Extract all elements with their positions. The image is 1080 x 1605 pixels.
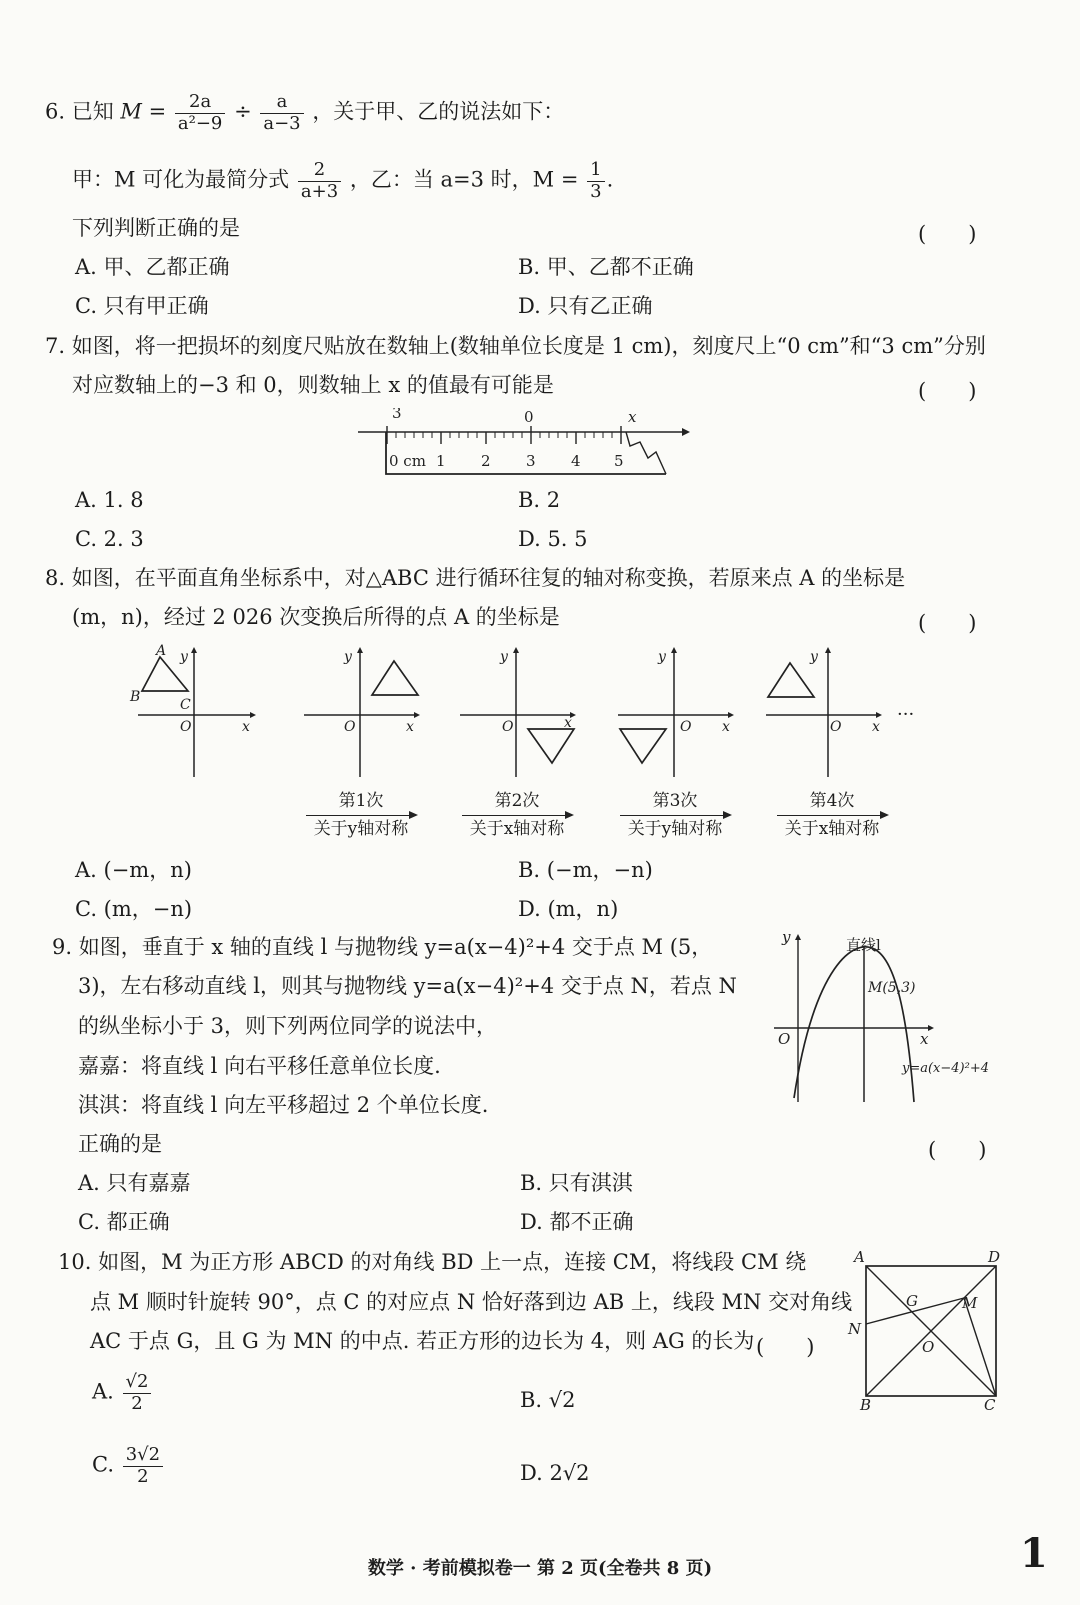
q6-jia-fraction: $\frac{2}{a+3}$ (298, 160, 341, 202)
q8-x-label: x (242, 719, 250, 735)
q8-p3-x: x (722, 719, 730, 735)
q8-p2-x: x (564, 715, 572, 731)
q8-step-1-top: 第1次 (338, 791, 384, 811)
q8-step-2-top: 第2次 (494, 791, 540, 811)
page-footer: 数学 · 考前模拟卷一 第 2 页(全卷共 8 页) (367, 1558, 713, 1579)
arrow-right-icon (306, 815, 416, 816)
q10-stem-line1 (58, 1252, 806, 1273)
q8-option-b[interactable]: B. (−m，−n) (518, 858, 653, 882)
q10-label-o: O (922, 1338, 935, 1356)
q7-option-d[interactable]: D. 5. 5 (518, 527, 588, 551)
q7-option-c[interactable]: C. 2. 3 (75, 527, 144, 551)
q8-option-d[interactable]: D. (m，n) (518, 897, 619, 921)
q8-p4-origin: O (830, 719, 842, 735)
q10-square-figure (842, 1244, 1012, 1416)
arrow-right-icon (462, 815, 572, 816)
q8-step-4 (777, 790, 887, 841)
q8-step-3 (620, 790, 730, 841)
q8-p2-origin: O (502, 719, 514, 735)
q9-fig-m-label: M(5,3) (868, 980, 916, 996)
q6-option-b[interactable]: B. 甲、乙都不正确 (518, 255, 694, 279)
q9-option-b[interactable]: B. 只有淇淇 (520, 1171, 633, 1195)
q10-answer-paren[interactable]: ( ) (756, 1335, 815, 1359)
q10-label-b: B (860, 1396, 872, 1414)
q9-qiqi: 淇淇：将直线 l 向左平移超过 2 个单位长度. (78, 1093, 489, 1117)
q7-axis-label-0: 0 (524, 408, 534, 426)
q9-option-a[interactable]: A. 只有嘉嘉 (78, 1171, 191, 1195)
q8-p4-x: x (872, 719, 880, 735)
q7-ruler-label-3: 3 (526, 452, 536, 470)
q6-option-d[interactable]: D. 只有乙正确 (518, 294, 653, 318)
q8-ellipsis: ··· (897, 704, 915, 725)
q8-line1: 如图，在平面直角坐标系中，对△ABC 进行循环往复的轴对称变换，若原来点 A 的坐标是 (71, 566, 906, 590)
q10-option-a-fraction: $\frac{√2}{2}$ (123, 1372, 152, 1414)
q10-label-g: G (906, 1292, 918, 1310)
q8-p1-origin: O (344, 719, 356, 735)
q7-ruler-label-5: 5 (614, 452, 624, 470)
page-corner-mark: 1 (1020, 1530, 1048, 1577)
q8-point-a: A (156, 643, 167, 659)
q6-divide: ÷ (234, 99, 252, 124)
q7-ruler-figure (356, 408, 691, 480)
q8-step-4-bottom: 关于x轴对称 (784, 818, 880, 839)
q9-fig-y: y (782, 928, 791, 946)
q8-step-4-top: 第4次 (809, 791, 855, 811)
q10-option-c-letter: C. (92, 1452, 114, 1477)
q9-stem-line1 (52, 937, 712, 958)
q6-statements: 甲：M 可化为最简分式 $\frac{2}{a+3}$ ，乙：当 a=3 时，M = $\frac{1}{3}$ . (72, 159, 614, 202)
q8-panel-4 (764, 643, 889, 781)
q8-step-2-bottom: 关于x轴对称 (469, 818, 565, 839)
q10-label-c: C (984, 1396, 996, 1414)
q7-ruler-label-2: 2 (481, 452, 491, 470)
q6-option-c[interactable]: C. 只有甲正确 (75, 294, 209, 318)
q9-stem-line3: 的纵坐标小于 3，则下列两位同学的说法中， (78, 1014, 498, 1038)
q10-option-c-fraction: $\frac{3√2}{2}$ (123, 1445, 163, 1487)
q8-panel-3 (616, 643, 741, 781)
q8-p2-y: y (500, 649, 508, 665)
q6-stem-a: 已知 (71, 99, 114, 124)
q9-stem-line2: 3)，左右移动直线 l，则其与抛物线 y=a(x−4)²+4 交于点 N，若点 N (78, 974, 737, 998)
q9-question: 正确的是 (78, 1132, 162, 1156)
q8-p4-y: y (810, 649, 818, 665)
q10-label-a: A (854, 1248, 865, 1266)
q6-fraction-2: $\frac{a}{a-3}$ (260, 92, 303, 134)
q6-yi: ，乙：当 a=3 时，M = (349, 167, 579, 192)
q8-panel-original (128, 643, 258, 781)
q9-option-c[interactable]: C. 都正确 (78, 1210, 170, 1234)
q9-fig-origin: O (778, 1030, 791, 1048)
q10-option-c[interactable] (92, 1445, 165, 1487)
q8-point-c: C (180, 697, 191, 713)
q9-fig-line-label: 直线l (846, 936, 881, 954)
q10-number: 10. (58, 1250, 92, 1274)
q8-panel-2 (458, 643, 583, 781)
q9-parabola-figure (764, 926, 1004, 1106)
q8-y-label: y (180, 649, 188, 665)
q8-stem-line1 (45, 568, 905, 589)
q7-line1: 如图，将一把损坏的刻度尺贴放在数轴上(数轴单位长度是 1 cm)，刻度尺上“0 cm”和“3 cm”分别 (71, 334, 986, 358)
q8-step-3-bottom: 关于y轴对称 (627, 818, 723, 839)
q10-stem-line2: 点 M 顺时针旋转 90°，点 C 的对应点 N 恰好落到边 AB 上，线段 MN 交对角线 (90, 1290, 853, 1314)
q8-number: 8. (45, 566, 66, 590)
q6-yi-fraction: $\frac{1}{3}$ (587, 160, 604, 202)
q6-stem: 6. 已知 M = $\frac{2a}{\text{a²−9}}$ ÷ $\frac{a}{a-3}$ ，关于甲、乙的说法如下： (45, 91, 565, 134)
q8-step-1 (306, 790, 416, 841)
q7-axis-label-neg3: 3 (392, 408, 402, 422)
q6-answer-paren[interactable]: ( ) (918, 222, 977, 246)
q8-p3-origin: O (680, 719, 692, 735)
arrow-right-icon (620, 815, 730, 816)
q6-stem-b: ，关于甲、乙的说法如下： (312, 99, 565, 124)
q8-origin: O (180, 719, 192, 735)
q8-p3-y: y (658, 649, 666, 665)
q9-jiajia: 嘉嘉：将直线 l 向右平移任意单位长度. (78, 1054, 441, 1078)
q7-answer-paren[interactable]: ( ) (918, 379, 977, 403)
q10-label-n: N (848, 1320, 862, 1338)
q7-option-a[interactable]: A. 1. 8 (75, 488, 144, 512)
q9-answer-paren[interactable]: ( ) (928, 1138, 987, 1162)
q10-stem-line3: AC 于点 G，且 G 为 MN 的中点. 若正方形的边长为 4，则 AG 的长为 (90, 1329, 755, 1353)
q8-option-c[interactable]: C. (m，−n) (75, 897, 193, 921)
q8-point-b: B (130, 689, 141, 705)
q8-p1-y: y (344, 649, 352, 665)
q8-panel-1 (302, 643, 427, 781)
q7-stem-line2: 对应数轴上的−3 和 0，则数轴上 x 的值最有可能是 (72, 373, 554, 397)
q10-option-a-letter: A. (92, 1379, 114, 1404)
q8-step-2 (462, 790, 572, 841)
q6-fraction-1: $\frac{2a}{\text{a²−9}}$ (175, 92, 225, 134)
arrow-right-icon (777, 815, 887, 816)
q6-number: 6. (45, 99, 66, 124)
q6-jia: 甲：M 可化为最简分式 (72, 167, 290, 192)
q10-label-d: D (988, 1248, 1001, 1266)
q8-step-3-top: 第3次 (652, 791, 698, 811)
q8-step-1-bottom: 关于y轴对称 (313, 818, 409, 839)
q7-ruler-label-1: 1 (436, 452, 446, 470)
q9-line1: 如图，垂直于 x 轴的直线 l 与抛物线 y=a(x−4)²+4 交于点 M (5， (78, 935, 713, 959)
q9-fig-x: x (920, 1030, 929, 1048)
q8-answer-paren[interactable]: ( ) (918, 611, 977, 635)
q8-option-a[interactable]: A. (−m，n) (75, 858, 192, 882)
q10-option-d[interactable]: D. 2√2 (520, 1461, 590, 1485)
q6-question: 下列判断正确的是 (72, 216, 240, 240)
q6-option-a[interactable]: A. 甲、乙都正确 (75, 255, 230, 279)
q7-stem-line1 (45, 336, 986, 357)
q7-ruler-label-4: 4 (571, 452, 581, 470)
q10-label-m: M (962, 1294, 978, 1312)
q7-number: 7. (45, 334, 66, 358)
q8-p1-x: x (406, 719, 414, 735)
q7-axis-label-x: x (628, 408, 637, 426)
q10-option-b[interactable]: B. √2 (520, 1388, 576, 1412)
q8-stem-line2: (m，n)，经过 2 026 次变换后所得的点 A 的坐标是 (72, 605, 560, 629)
q10-line1: 如图，M 为正方形 ABCD 的对角线 BD 上一点，连接 CM，将线段 CM 绕 (98, 1250, 807, 1274)
q7-ruler-label-0: 0 cm (389, 452, 426, 470)
q9-number: 9. (52, 935, 73, 959)
q9-option-d[interactable]: D. 都不正确 (520, 1210, 634, 1234)
q9-fig-curve-label: y=a(x−4)²+4 (902, 1061, 990, 1076)
q7-option-b[interactable]: B. 2 (518, 488, 561, 512)
q10-option-a[interactable] (92, 1372, 153, 1414)
